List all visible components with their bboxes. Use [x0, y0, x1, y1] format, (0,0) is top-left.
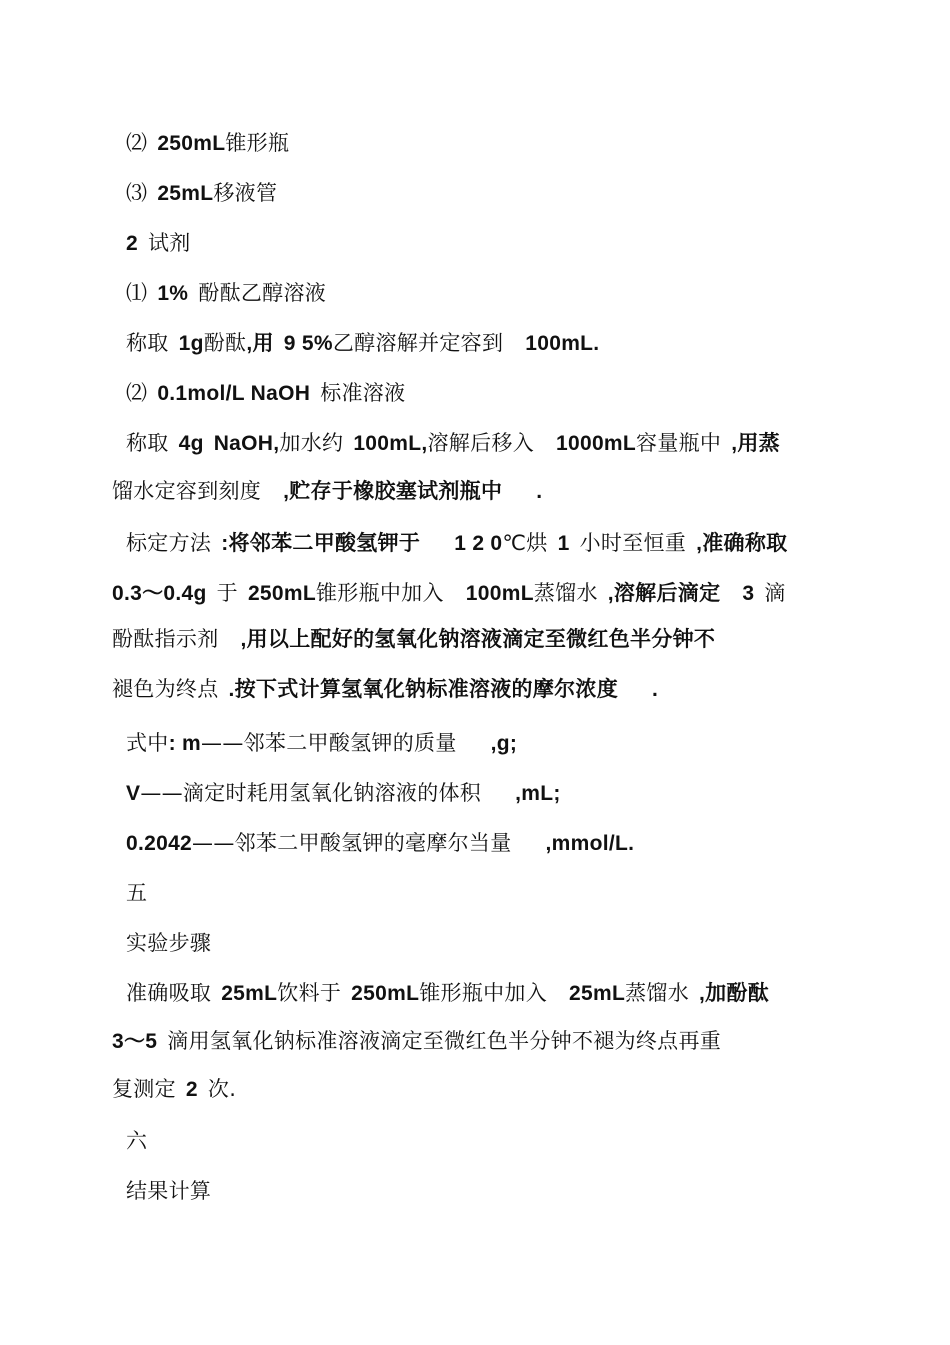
reagent-name: 标准溶液	[320, 381, 406, 405]
section-reagents-heading	[126, 230, 191, 257]
item-marker: ⑵	[126, 381, 148, 405]
text-span: :将邻苯二甲酸氢钾于	[221, 532, 421, 555]
text-span: 复测定	[112, 1077, 176, 1101]
text-span: 式中	[126, 731, 169, 755]
naoh-prep-line-2	[112, 478, 542, 505]
volume-value: 250mL	[247, 582, 316, 605]
section-number: 2	[126, 232, 138, 255]
punct-span: .	[652, 678, 659, 701]
reagent-item-1	[126, 280, 326, 307]
mass-range-value: 0.3～0.4g	[112, 582, 207, 605]
section-title: 实验步骤	[126, 931, 212, 955]
drops-range-value: 3～5	[112, 1030, 158, 1053]
symbol-v: V	[126, 782, 141, 805]
formula-legend-v	[126, 780, 561, 807]
item-marker: ⑴	[126, 281, 148, 305]
volume-value: 1000mL	[556, 432, 637, 455]
text-span: 标定方法	[126, 531, 212, 555]
chemical-formula: NaOH,	[213, 432, 280, 455]
text-span: 于	[216, 581, 238, 605]
reagent-item-2	[126, 380, 405, 407]
volume-value: 250mL	[351, 982, 420, 1005]
text-span: 酚酞指示剂	[112, 627, 219, 651]
volume-value: 100mL	[465, 582, 534, 605]
item-marker: ⑵	[126, 131, 148, 155]
calibration-line-3	[112, 626, 715, 653]
text-span: ,溶解后滴定	[607, 582, 721, 605]
text-span: 蒸馏水	[533, 581, 598, 605]
temperature-value: 1 2 0	[454, 532, 503, 555]
text-span: 蒸馏水	[625, 981, 689, 1005]
text-span: 称取	[126, 331, 169, 355]
text-span: 容量瓶中	[636, 431, 722, 455]
punct-span: .	[536, 480, 543, 503]
text-span: 乙醇溶解并定容到	[332, 331, 504, 355]
volume-value: 25mL	[569, 982, 626, 1005]
text-span: ,用蒸	[731, 432, 780, 455]
symbol-m: : m	[168, 732, 202, 755]
text-span: 滴用氢氧化钠标准溶液滴定至微红色半分钟不褪为终点再重	[167, 1029, 722, 1053]
constant-value: 0.2042	[126, 832, 193, 855]
section-number: 六	[126, 1129, 148, 1153]
steps-line-2	[112, 1028, 721, 1055]
mass-value: 1g	[178, 332, 204, 355]
repeat-count: 2	[185, 1078, 198, 1101]
item-marker: ⑶	[126, 181, 148, 205]
text-span: ,用以上配好的氢氧化钠溶液滴定至微红色半分钟不	[240, 628, 716, 651]
section-five-number	[126, 880, 147, 906]
text-span: ,准确称取	[696, 532, 788, 555]
equipment-item-3	[126, 180, 277, 207]
section-steps-heading	[126, 930, 211, 956]
text-span: ,贮存于橡胶塞试剂瓶中	[283, 480, 503, 503]
drops-value: 3	[742, 582, 755, 605]
volume-value: 25mL	[221, 982, 278, 1005]
text-span: ,加酚酞	[699, 982, 770, 1005]
volume-value: 25mL	[157, 182, 214, 205]
percent-value: 9 5%	[283, 332, 333, 355]
unit-span: ,g;	[490, 732, 518, 755]
section-number: 五	[126, 881, 148, 905]
text-span: 小时至恒重	[579, 531, 687, 555]
steps-line-1	[126, 980, 769, 1007]
naoh-prep-line-1	[126, 430, 780, 457]
equipment-name: 移液管	[213, 181, 278, 205]
unit-span: ,mL;	[515, 782, 561, 805]
text-span: ——邻苯二甲酸氢钾的质量	[201, 731, 457, 755]
text-span: ——滴定时耗用氢氧化钠溶液的体积	[140, 781, 482, 805]
concentration-value: 0.1mol/L NaOH	[157, 382, 311, 405]
equipment-item-2	[126, 130, 289, 157]
section-six-number	[126, 1128, 147, 1154]
text-span: ——邻苯二甲酸氢钾的毫摩尔当量	[192, 831, 512, 855]
text-span: 次.	[207, 1077, 237, 1101]
text-span: 褪色为终点	[112, 677, 219, 701]
reagent-name: 酚酞乙醇溶液	[198, 281, 327, 305]
volume-value: 100mL,	[353, 432, 428, 455]
concentration-value: 1%	[157, 282, 189, 305]
punct-span: ,用	[246, 332, 274, 355]
text-span: 锥形瓶中加入	[315, 581, 444, 605]
text-span: ℃烘	[502, 531, 548, 555]
text-span: 锥形瓶中加入	[419, 981, 548, 1005]
text-span: 加水约	[279, 431, 344, 455]
text-span: 饮料于	[277, 981, 342, 1005]
text-span: 溶解后移入	[427, 431, 534, 455]
section-title: 结果计算	[126, 1179, 212, 1203]
unit-span: ,mmol/L.	[545, 832, 635, 855]
text-span: 称取	[126, 431, 169, 455]
phenolphthalein-prep-line	[126, 330, 599, 357]
text-span: 馏水定容到刻度	[112, 479, 262, 503]
text-span: 滴	[764, 581, 786, 605]
text-span: .按下式计算氢氧化钠标准溶液的摩尔浓度	[228, 678, 619, 701]
mass-value: 4g	[178, 432, 204, 455]
section-results-heading	[126, 1178, 211, 1204]
hours-value: 1	[557, 532, 570, 555]
calibration-line-4	[112, 676, 658, 703]
equipment-name: 锥形瓶	[225, 131, 290, 155]
text-span: 酚酞	[203, 331, 247, 355]
text-span: 准确吸取	[126, 981, 212, 1005]
steps-line-3	[112, 1076, 236, 1103]
volume-value: 250mL	[157, 132, 226, 155]
formula-legend-m	[126, 730, 517, 757]
calibration-line-2	[112, 580, 786, 607]
section-title: 试剂	[147, 231, 191, 255]
volume-value: 100mL.	[525, 332, 600, 355]
formula-legend-constant	[126, 830, 634, 857]
calibration-line-1	[126, 530, 787, 557]
